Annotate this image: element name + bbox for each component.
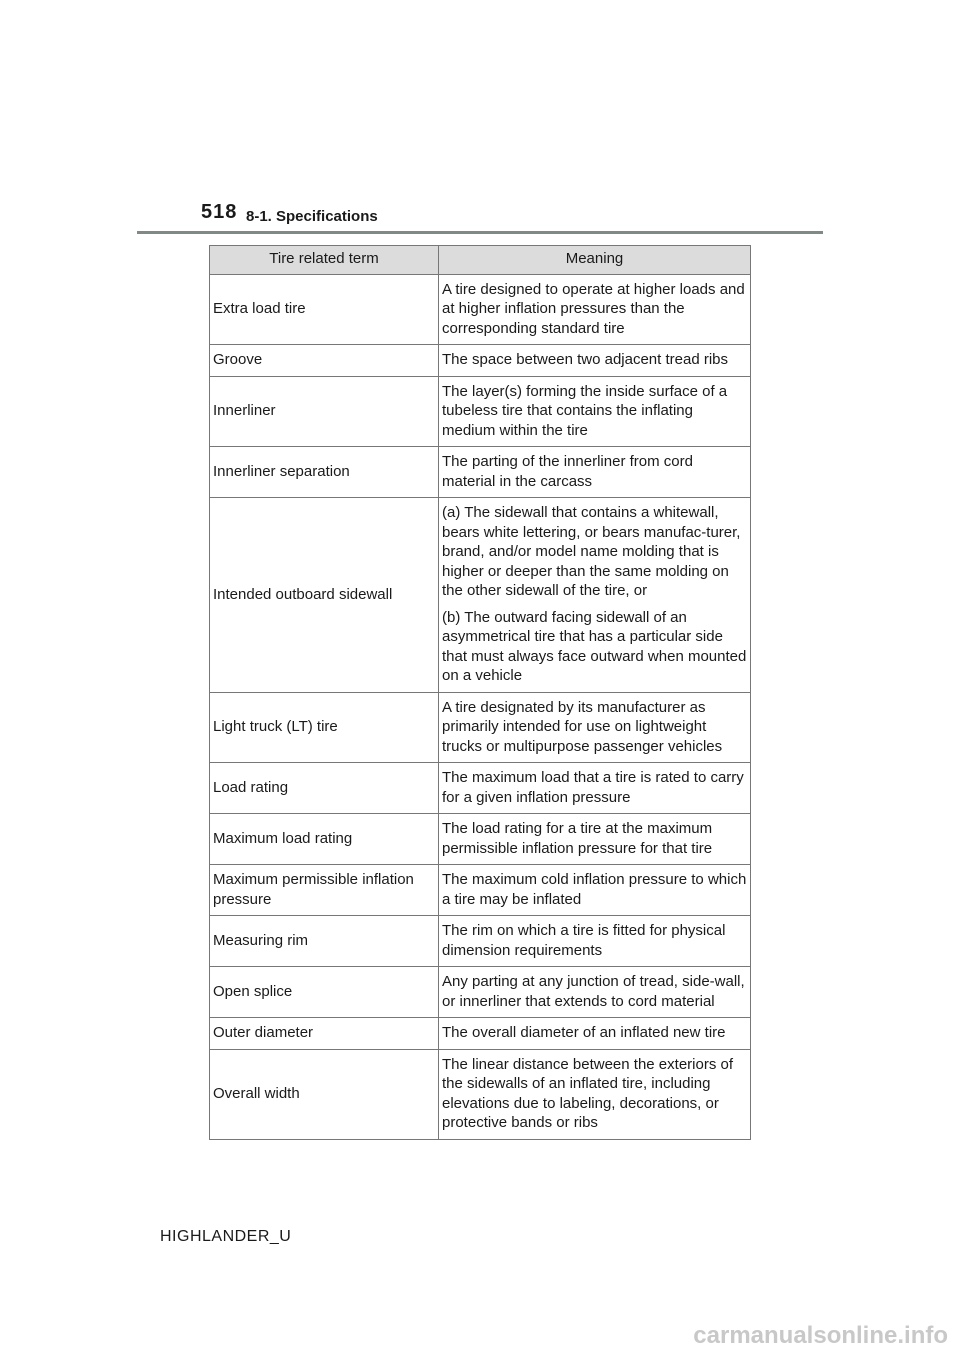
term-cell: Maximum permissible inflation pressure [210, 865, 439, 916]
term-cell: Measuring rim [210, 916, 439, 967]
table-row [210, 274, 751, 345]
meaning-paragraph: The maximum cold inflation pressure to which a tire may be inflated [442, 871, 747, 908]
column-header-term: Tire related term [210, 246, 439, 275]
table-body [210, 274, 751, 1139]
page-number: 518 [201, 201, 238, 223]
table-row [210, 916, 751, 967]
term-cell: Extra load tire [210, 274, 439, 345]
meaning-paragraph: Any parting at any junction of tread, side-wall, or innerliner that extends to cord material [442, 973, 745, 1010]
footer-model-name: HIGHLANDER_U [160, 1228, 292, 1245]
meaning-cell [439, 345, 751, 377]
term-cell: Innerliner [210, 376, 439, 447]
term-cell: Overall width [210, 1049, 439, 1139]
meaning-paragraph: The linear distance between the exteriors of the sidewalls of an inflated tire, including elevations due to labeling, decorations, or protective bands or ribs [442, 1055, 733, 1131]
watermark: carmanualsonline.info [693, 1322, 948, 1349]
meaning-paragraph: The rim on which a tire is fitted for physical dimension requirements [442, 922, 726, 959]
table-row [210, 345, 751, 377]
term-cell: Maximum load rating [210, 814, 439, 865]
column-header-meaning: Meaning [439, 246, 751, 275]
meaning-cell [439, 814, 751, 865]
table-row [210, 967, 751, 1018]
meaning-cell [439, 967, 751, 1018]
term-cell: Innerliner separation [210, 447, 439, 498]
term-cell: Intended outboard sidewall [210, 498, 439, 693]
table-row [210, 865, 751, 916]
meaning-paragraph: The maximum load that a tire is rated to carry for a given inflation pressure [442, 769, 744, 806]
meaning-cell [439, 447, 751, 498]
meaning-paragraph: The layer(s) forming the inside surface of a tubeless tire that contains the inflating medium within the tire [442, 382, 728, 439]
meaning-cell [439, 763, 751, 814]
table-row [210, 447, 751, 498]
header-rule [137, 231, 823, 234]
meaning-cell [439, 865, 751, 916]
table-row [210, 763, 751, 814]
meaning-paragraph: (b) The outward facing sidewall of an asymmetrical tire that has a particular side that must always face outward when mounted on a vehicle [442, 608, 747, 684]
meaning-cell [439, 1018, 751, 1050]
table-row [210, 1018, 751, 1050]
meaning-cell [439, 692, 751, 763]
term-cell: Light truck (LT) tire [210, 692, 439, 763]
table-row [210, 498, 751, 693]
meaning-paragraph: A tire designated by its manufacturer as primarily intended for use on lightweight trucks or multipurpose passenger vehicles [442, 698, 723, 755]
meaning-paragraph: The load rating for a tire at the maximum permissible inflation pressure for that tire [442, 820, 713, 857]
table-row [210, 376, 751, 447]
meaning-cell [439, 376, 751, 447]
meaning-cell [439, 916, 751, 967]
tire-terms-table [209, 245, 751, 1140]
meaning-paragraph: A tire designed to operate at higher loads and at higher inflation pressures than the corresponding standard tire [442, 280, 745, 337]
table-row [210, 692, 751, 763]
term-cell: Groove [210, 345, 439, 377]
meaning-paragraph: The space between two adjacent tread ribs [442, 351, 729, 368]
table-row [210, 1049, 751, 1139]
meaning-paragraph: (a) The sidewall that contains a whitewall, bears white lettering, or bears manufac-turer, brand, and/or model name molding that is higher or deeper than the same molding on the other sidewall of the tire, or [442, 504, 741, 599]
term-cell: Load rating [210, 763, 439, 814]
meaning-paragraph: The parting of the innerliner from cord material in the carcass [442, 453, 693, 490]
term-cell: Open splice [210, 967, 439, 1018]
section-title: 8-1. Specifications [246, 208, 378, 225]
meaning-cell [439, 1049, 751, 1139]
table-row [210, 814, 751, 865]
table-header-row [210, 246, 751, 275]
term-cell: Outer diameter [210, 1018, 439, 1050]
meaning-cell [439, 498, 751, 693]
meaning-cell [439, 274, 751, 345]
meaning-paragraph: The overall diameter of an inflated new tire [442, 1024, 726, 1041]
